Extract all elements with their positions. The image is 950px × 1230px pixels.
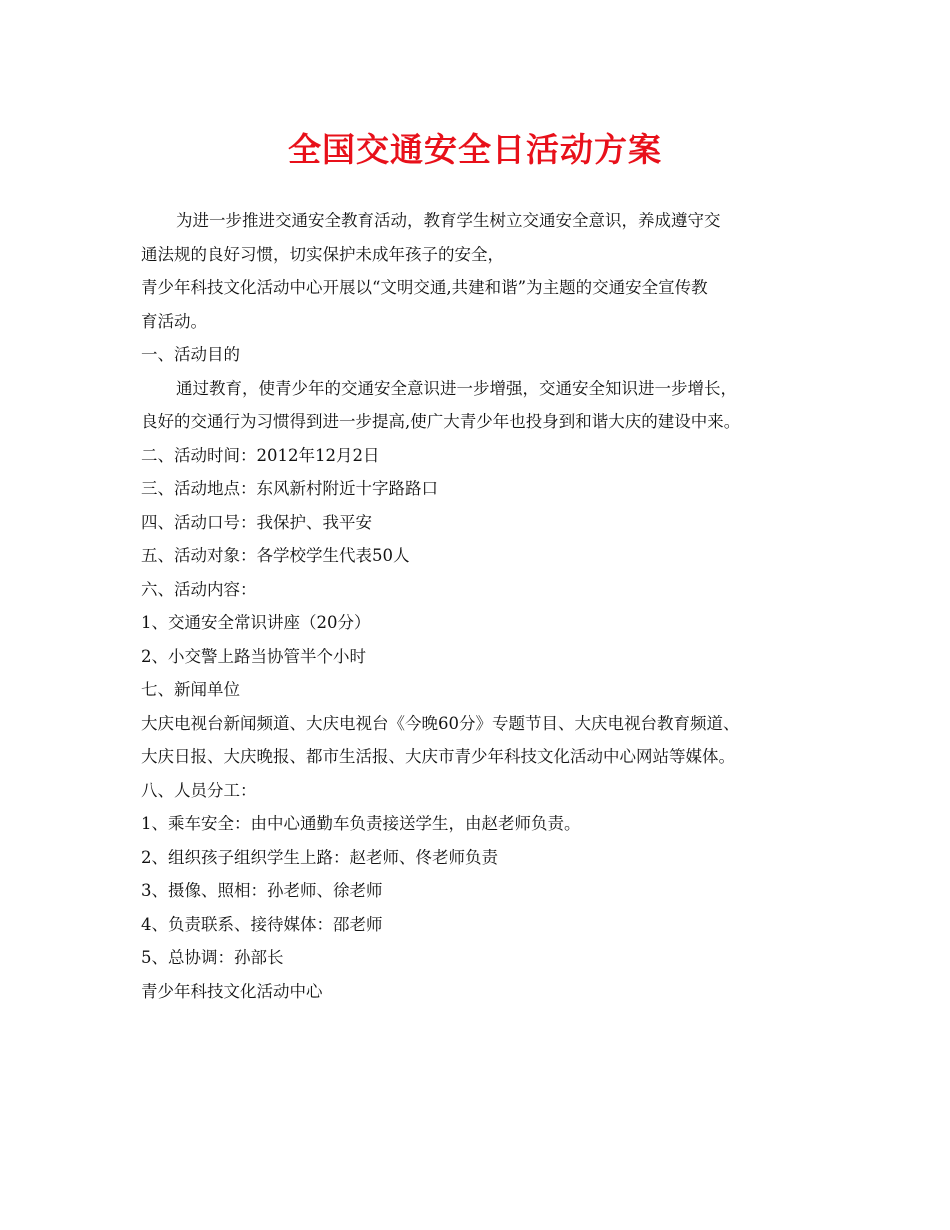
paragraph-line: 大庆日报、大庆晚报、都市生活报、大庆市青少年科技文化活动中心网站等媒体。 [141,747,735,766]
section-heading: 八、人员分工： [141,780,257,800]
section-heading: 六、活动内容： [141,579,257,599]
list-item: 4、负责联系、接待媒体：邵老师 [141,914,383,934]
list-item: 1、乘车安全：由中心通勤车负责接送学生，由赵老师负责。 [141,814,581,833]
section-heading: 二、活动时间：2012年12月2日 [141,445,380,465]
paragraph-line: 青少年科技文化活动中心开展以“文明交通,共建和谐”为主题的交通安全宣传教 [141,278,708,297]
list-item: 1、交通安全常识讲座（20分） [141,613,371,632]
section-heading: 三、活动地点：东风新村附近十字路路口 [141,479,438,498]
paragraph-line: 为进一步推进交通安全教育活动，教育学生树立交通安全意识，养成遵守交 [176,211,721,230]
document-body [141,204,841,1008]
section-heading: 一、活动目的 [141,345,240,364]
paragraph-line: 通过教育，使青少年的交通安全意识进一步增强，交通安全知识进一步增长， [176,378,737,398]
list-item: 2、小交警上路当协管半个小时 [141,646,366,666]
list-item: 2、组织孩子组织学生上路：赵老师、佟老师负责 [141,847,498,867]
list-item: 5、总协调：孙部长 [141,948,284,967]
paragraph-line: 育活动。 [141,311,207,331]
list-item: 3、摄像、照相：孙老师、徐老师 [141,881,383,900]
section-heading: 四、活动口号：我保护、我平安 [141,512,372,532]
signature-organization: 青少年科技文化活动中心 [141,981,323,1001]
paragraph-line: 通法规的良好习惯，切实保护未成年孩子的安全， [141,244,504,264]
document-title: 全国交通安全日活动方案 [288,130,662,169]
section-heading: 五、活动对象：各学校学生代表50人 [141,546,410,565]
section-heading: 七、新闻单位 [141,680,240,699]
paragraph-line: 大庆电视台新闻频道、大庆电视台《今晚60分》专题节目、大庆电视台教育频道、 [141,713,740,733]
paragraph-line: 良好的交通行为习惯得到进一步提高,使广大青少年也投身到和谐大庆的建设中来。 [141,412,741,431]
